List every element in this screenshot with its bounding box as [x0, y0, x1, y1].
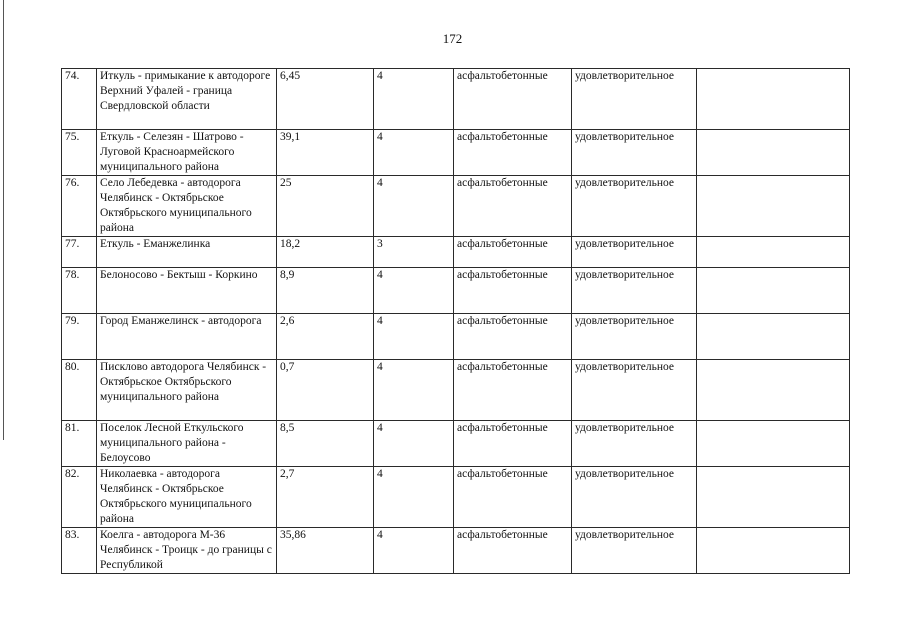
road-condition-cell: удовлетворительное	[572, 268, 697, 314]
road-name-cell: Еткуль - Селезян - Шатрово - Луговой Красноармейского муниципального района	[97, 130, 277, 176]
road-category-cell: 4	[374, 360, 454, 421]
road-condition-cell: удовлетворительное	[572, 314, 697, 360]
road-surface-cell: асфальтобетонные	[454, 314, 572, 360]
road-surface-cell: асфальтобетонные	[454, 176, 572, 237]
table-row	[62, 360, 850, 421]
road-name-cell: Николаевка - автодорога Челябинск - Октябрьское Октябрьского муниципального района	[97, 467, 277, 528]
road-name-cell: Коелга - автодорога М-36 Челябинск - Троицк - до границы с Республикой	[97, 528, 277, 574]
road-condition-cell: удовлетворительное	[572, 69, 697, 130]
page-number: 172	[442, 31, 463, 46]
note-cell	[697, 467, 850, 528]
row-number-cell: 77.	[62, 237, 97, 268]
road-length-cell: 2,7	[277, 467, 374, 528]
row-number-cell: 81.	[62, 421, 97, 467]
road-name-cell: Поселок Лесной Еткульского муниципального района - Белоусово	[97, 421, 277, 467]
note-cell	[697, 69, 850, 130]
note-cell	[697, 421, 850, 467]
road-category-cell: 4	[374, 467, 454, 528]
road-category-cell: 4	[374, 176, 454, 237]
table-row	[62, 467, 850, 528]
road-condition-cell: удовлетворительное	[572, 421, 697, 467]
road-surface-cell: асфальтобетонные	[454, 467, 572, 528]
road-category-cell: 4	[374, 528, 454, 574]
table-row	[62, 130, 850, 176]
road-category-cell: 4	[374, 268, 454, 314]
road-condition-cell: удовлетворительное	[572, 176, 697, 237]
road-surface-cell: асфальтобетонные	[454, 130, 572, 176]
road-surface-cell: асфальтобетонные	[454, 268, 572, 314]
note-cell	[697, 268, 850, 314]
road-length-cell: 8,5	[277, 421, 374, 467]
note-cell	[697, 360, 850, 421]
table-row	[62, 314, 850, 360]
row-number-cell: 82.	[62, 467, 97, 528]
road-name-cell: Город Еманжелинск - автодорога	[97, 314, 277, 360]
row-number-cell: 76.	[62, 176, 97, 237]
road-surface-cell: асфальтобетонные	[454, 528, 572, 574]
road-category-cell: 3	[374, 237, 454, 268]
road-length-cell: 25	[277, 176, 374, 237]
road-condition-cell: удовлетворительное	[572, 528, 697, 574]
road-surface-cell: асфальтобетонные	[454, 69, 572, 130]
table-row	[62, 237, 850, 268]
road-condition-cell: удовлетворительное	[572, 360, 697, 421]
note-cell	[697, 314, 850, 360]
road-surface-cell: асфальтобетонные	[454, 360, 572, 421]
row-number-cell: 80.	[62, 360, 97, 421]
note-cell	[697, 130, 850, 176]
road-name-cell: Писклово автодорога Челябинск - Октябрьское Октябрьского муниципального района	[97, 360, 277, 421]
road-category-cell: 4	[374, 69, 454, 130]
road-condition-cell: удовлетворительное	[572, 467, 697, 528]
note-cell	[697, 528, 850, 574]
road-surface-cell: асфальтобетонные	[454, 421, 572, 467]
road-length-cell: 35,86	[277, 528, 374, 574]
road-length-cell: 0,7	[277, 360, 374, 421]
roads-table	[61, 68, 850, 574]
table-row	[62, 176, 850, 237]
note-cell	[697, 237, 850, 268]
road-name-cell: Еткуль - Еманжелинка	[97, 237, 277, 268]
left-margin-rule	[3, 0, 4, 440]
road-name-cell: Иткуль - примыкание к автодороге Верхний Уфалей - граница Свердловской области	[97, 69, 277, 130]
road-category-cell: 4	[374, 130, 454, 176]
table-body	[62, 69, 850, 574]
row-number-cell: 79.	[62, 314, 97, 360]
road-surface-cell: асфальтобетонные	[454, 237, 572, 268]
table-row	[62, 268, 850, 314]
row-number-cell: 74.	[62, 69, 97, 130]
road-length-cell: 2,6	[277, 314, 374, 360]
table-row	[62, 528, 850, 574]
road-length-cell: 39,1	[277, 130, 374, 176]
table-row	[62, 69, 850, 130]
road-length-cell: 18,2	[277, 237, 374, 268]
road-category-cell: 4	[374, 421, 454, 467]
row-number-cell: 78.	[62, 268, 97, 314]
road-condition-cell: удовлетворительное	[572, 237, 697, 268]
road-length-cell: 6,45	[277, 69, 374, 130]
table-row	[62, 421, 850, 467]
road-condition-cell: удовлетворительное	[572, 130, 697, 176]
road-category-cell: 4	[374, 314, 454, 360]
road-name-cell: Село Лебедевка - автодорога Челябинск - Октябрьское Октябрьского муниципального района	[97, 176, 277, 237]
row-number-cell: 75.	[62, 130, 97, 176]
road-name-cell: Белоносово - Бектыш - Коркино	[97, 268, 277, 314]
row-number-cell: 83.	[62, 528, 97, 574]
note-cell	[697, 176, 850, 237]
road-length-cell: 8,9	[277, 268, 374, 314]
